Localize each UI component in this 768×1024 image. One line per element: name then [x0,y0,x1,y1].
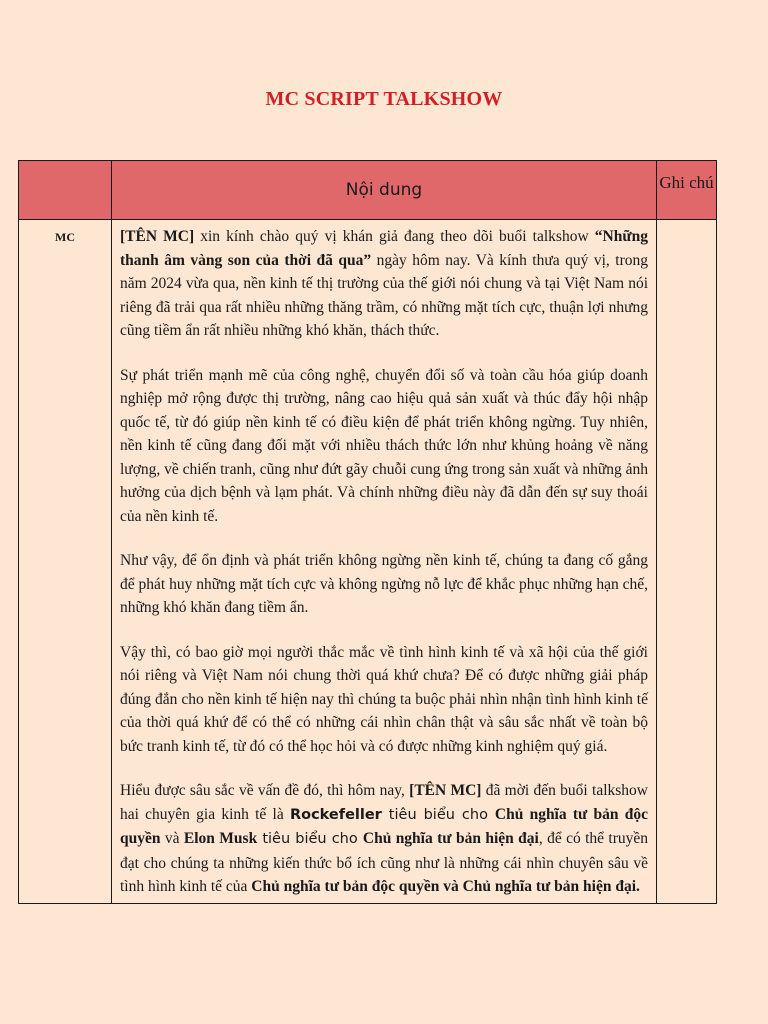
expert-elon-musk: Elon Musk [183,830,258,847]
talkshow-title: “Những thanh âm vàng son của thời đã qua” [120,228,648,269]
script-table [18,160,717,904]
header-notes: Ghi chú [657,161,717,220]
p1-rest: ngày hôm nay. Và kính thưa quý vị, trong năm 2024 vừa qua, nền kinh tế thị trường của thế giới nói chung và tại Việt Nam nói riêng đã trải qua rất nhiều những thăng trầm, có những mặt tích cực, thuận lợi nhưng cũng tiềm ẩn rất nhiều những khó khăn, thách thức. [120,251,648,339]
expert-rockefeller: Rockefeller [289,806,382,823]
paragraph-3: Như vậy, để ổn định và phát triển không ngừng nền kinh tế, chúng ta đang cố gắng để phát huy những mặt tích cực và không ngừng nỗ lực để khắc phục những hạn chế, những khó khăn đang tiềm ẩn. [120,552,648,616]
paragraph-1 [120,225,648,343]
mc-name-placeholder: [TÊN MC] [120,228,195,245]
notes-cell [657,220,717,904]
document-title: MC SCRIPT TALKSHOW [265,88,503,110]
paragraph-4: Vậy thì, có bao giờ mọi người thắc mắc về tình hình kinh tế và xã hội của thế giới nói riêng và Việt Nam nói chung thời quá khứ chưa? Để có được những giải pháp đúng đắn cho nền kinh tế hiện nay thì chúng ta buộc phải nhìn nhận tình hình kinh tế của thời quá khứ để có thể có những cái nhìn chân thật và sâu sắc nhất về toàn bộ bức tranh kinh tế, từ đó có thể học hỏi và có được những kinh nghiệm quý giá. [120,643,648,755]
paragraph-2: Sự phát triển mạnh mẽ của công nghệ, chuyển đổi số và toàn cầu hóa giúp doanh nghiệp mở rộng được thị trường, nâng cao hiệu quả sản xuất và thúc đẩy hội nhập quốc tế, từ đó giúp nền kinh tế có điều kiện để phát triển không ngừng. Tuy nhiên, nền kinh tế cũng đang đối mặt với nhiều thách thức lớn như khủng hoảng về năng lượng, về chiến tranh, cũng như đứt gãy chuỗi cung ứng trong sản xuất và những ảnh hưởng của dịch bệnh và lạm phát. Và chính những điều này đã dẫn đến sự suy thoái của nền kinh tế. [120,366,649,525]
table-header-row [19,161,717,220]
content-cell [112,220,657,904]
p5-e: tiêu biểu cho [381,806,495,823]
header-speaker [19,161,112,220]
p5-c: đã mời đến buổi talkshow hai chuyên gia kinh tế là [120,782,648,823]
closing-terms: Chủ nghĩa tư bản độc quyền và Chủ nghĩa tư bản hiện đại. [251,878,640,895]
mc-name-placeholder-2: [TÊN MC] [409,782,482,799]
term-monopoly-capitalism: Chủ nghĩa tư bản độc quyền [120,805,649,847]
paragraph-5 [120,779,648,899]
p5-k: , để có thể truyền đạt cho chúng ta những kiến thức bổ ích cũng như là những cái nhìn chuyên sâu về tình hình kinh tế của [120,830,649,895]
p5-g: và [160,830,184,847]
term-modern-capitalism: Chủ nghĩa tư bản hiện đại [362,830,539,847]
speaker-cell: MC [19,220,112,904]
p1-text: xin kính chào quý vị khán giả đang theo dõi buổi talkshow [194,228,595,245]
p5-i: tiêu biểu cho [257,831,363,847]
table-row [19,220,717,904]
p5-a: Hiểu được sâu sắc về vấn đề đó, thì hôm nay, [120,782,410,799]
header-content: Nội dung [112,161,657,220]
